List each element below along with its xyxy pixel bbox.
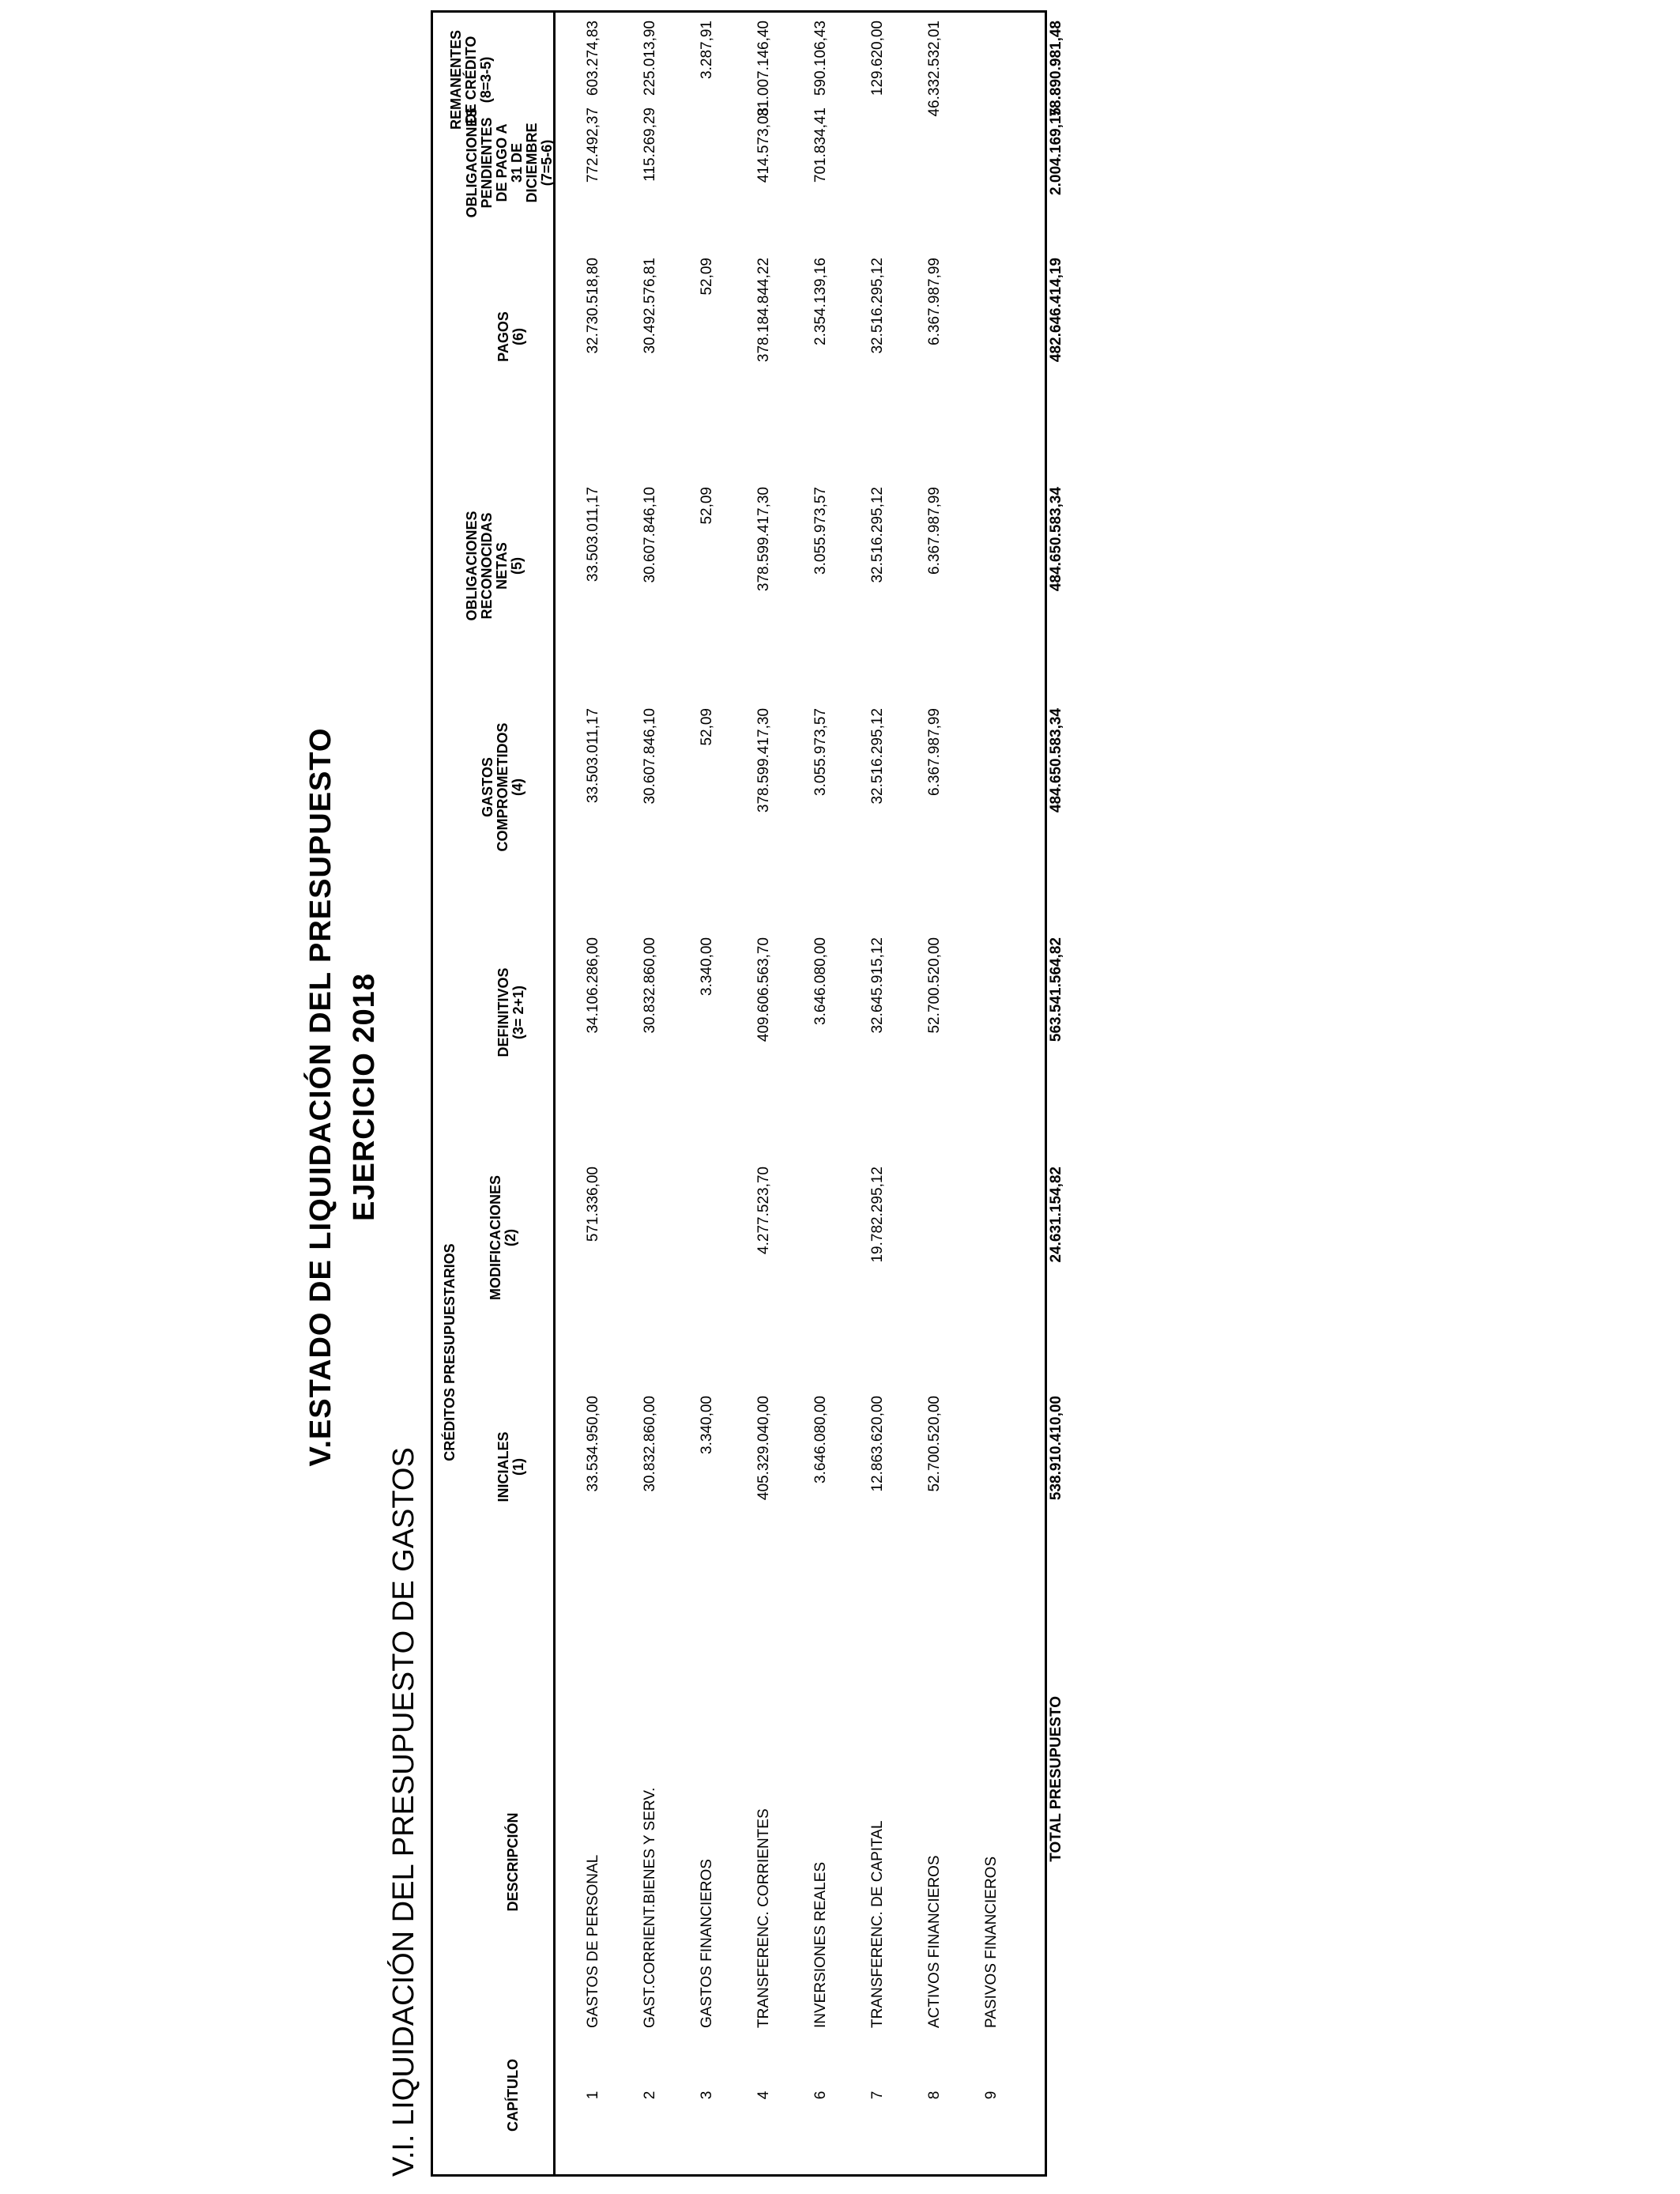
cell-mod: 4.277.523,70: [755, 1167, 772, 1254]
header-pendientes: OBLIGACIONES PENDIENTES DE PAGO A 31 DE DICIEMBRE (7=5-6): [464, 107, 555, 218]
cell-rem: 590.106,43: [812, 21, 829, 96]
cell-ini: 30.832.860,00: [642, 1396, 658, 1492]
cell-obl: 30.607.846,10: [642, 487, 658, 583]
total-comp: 484.650.583,34: [1048, 708, 1064, 813]
header-iniciales: INICIALES (1): [495, 1431, 526, 1502]
cell-rem: 46.332.532,01: [926, 21, 943, 117]
cell-comp: 32.516.295,12: [869, 708, 886, 805]
cell-rem: 603.274,83: [585, 21, 601, 96]
cell-obl: 378.599.417,30: [755, 487, 772, 592]
cell-desc: GAST.CORRIENT.BIENES Y SERV.: [642, 1787, 658, 2028]
cell-cap: 1: [585, 2090, 601, 2100]
total-def: 563.541.564,82: [1048, 937, 1064, 1042]
cell-pag: 378.184.844,22: [755, 258, 772, 363]
cell-def: 52.700.520,00: [926, 937, 943, 1034]
cell-cap: 3: [699, 2090, 715, 2100]
header-divider: [553, 10, 556, 2177]
cell-pag: 52,09: [699, 258, 715, 296]
cell-cap: 6: [812, 2090, 829, 2100]
cell-ini: 405.329.040,00: [755, 1396, 772, 1501]
document-title: V.ESTADO DE LIQUIDACIÓN DEL PRESUPUESTO: [304, 727, 337, 1467]
cell-cap: 9: [983, 2090, 1000, 2100]
header-definitivos: DEFINITIVOS (3= 2+1): [495, 967, 526, 1057]
cell-rem: 129.620,00: [869, 21, 886, 96]
cell-desc: TRANSFERENC. CORRIENTES: [755, 1808, 772, 2028]
cell-obl: 6.367.987,99: [926, 487, 943, 575]
cell-rem: 225.013,90: [642, 21, 658, 96]
header-comprometidos: GASTOS COMPROMETIDOS (4): [480, 722, 525, 852]
cell-desc: GASTOS DE PERSONAL: [585, 1854, 601, 2028]
cell-pag: 2.354.139,16: [812, 258, 829, 345]
cell-comp: 33.503.011,17: [585, 708, 601, 804]
cell-mod: 571.336,00: [585, 1167, 601, 1242]
cell-mod: 19.782.295,12: [869, 1167, 886, 1263]
cell-cap: 2: [642, 2090, 658, 2100]
cell-rem: 31.007.146,40: [755, 21, 772, 117]
cell-ini: 3.340,00: [699, 1396, 715, 1454]
cell-obl: 3.055.973,57: [812, 487, 829, 575]
header-descripcion: DESCRIPCIÓN: [505, 1812, 521, 1912]
cell-obl: 33.503.011,17: [585, 487, 601, 582]
cell-obl: 52,09: [699, 487, 715, 525]
cell-pend: 772.492,37: [585, 107, 601, 183]
total-pend: 2.004.169,15: [1048, 107, 1064, 195]
header-pagos: PAGOS (6): [495, 311, 526, 362]
cell-desc: INVERSIONES REALES: [812, 1861, 829, 2028]
cell-pag: 32.516.295,12: [869, 258, 886, 354]
cell-def: 34.106.286,00: [585, 937, 601, 1034]
cell-def: 30.832.860,00: [642, 937, 658, 1034]
header-creditos-group: CRÉDITOS PRESUPUESTARIOS: [442, 1243, 458, 1461]
cell-def: 3.340,00: [699, 937, 715, 996]
header-remanentes: REMANENTES DE CRÉDITO (8=3-5): [448, 30, 494, 130]
cell-obl: 32.516.295,12: [869, 487, 886, 583]
cell-def: 409.606.563,70: [755, 937, 772, 1042]
section-title: V.I. LIQUIDACIÓN DEL PRESUPUESTO DE GASTOS: [387, 1447, 420, 2177]
cell-def: 3.646.080,00: [812, 937, 829, 1025]
total-pag: 482.646.414,19: [1048, 258, 1064, 363]
header-capitulo: CAPÍTULO: [505, 2059, 521, 2132]
header-obligaciones: OBLIGACIONES RECONOCIDAS NETAS (5): [464, 511, 525, 621]
cell-desc: GASTOS FINANCIEROS: [699, 1859, 715, 2028]
cell-pend: 115.269,29: [642, 107, 658, 182]
cell-comp: 30.607.846,10: [642, 708, 658, 805]
cell-cap: 4: [755, 2090, 772, 2100]
cell-pend: 701.834,41: [812, 107, 829, 183]
cell-cap: 8: [926, 2090, 943, 2100]
total-obl: 484.650.583,34: [1048, 487, 1064, 592]
cell-ini: 33.534.950,00: [585, 1396, 601, 1492]
cell-pag: 32.730.518,80: [585, 258, 601, 354]
document-year: EJERCICIO 2018: [348, 973, 381, 1221]
cell-def: 32.645.915,12: [869, 937, 886, 1034]
cell-pag: 6.367.987,99: [926, 258, 943, 345]
cell-comp: 378.599.417,30: [755, 708, 772, 813]
cell-ini: 3.646.080,00: [812, 1396, 829, 1483]
cell-ini: 12.863.620,00: [869, 1396, 886, 1492]
total-mod: 24.631.154,82: [1048, 1167, 1064, 1263]
cell-desc: PASIVOS FINANCIEROS: [983, 1856, 1000, 2028]
cell-pag: 30.492.576,81: [642, 258, 658, 354]
cell-comp: 3.055.973,57: [812, 708, 829, 796]
cell-desc: TRANSFERENC. DE CAPITAL: [869, 1820, 886, 2028]
cell-desc: ACTIVOS FINANCIEROS: [926, 1855, 943, 2028]
cell-rem: 3.287,91: [699, 21, 715, 79]
total-ini: 538.910.410,00: [1048, 1396, 1064, 1501]
cell-pend: 414.573,08: [755, 107, 772, 183]
cell-ini: 52.700.520,00: [926, 1396, 943, 1492]
cell-comp: 6.367.987,99: [926, 708, 943, 796]
total-label: TOTAL PRESUPUESTO: [1048, 1696, 1064, 1862]
cell-comp: 52,09: [699, 708, 715, 746]
total-rem: 78.890.981,48: [1048, 21, 1064, 117]
cell-cap: 7: [869, 2090, 886, 2100]
header-modificaciones: MODIFICACIONES (2): [488, 1175, 518, 1301]
